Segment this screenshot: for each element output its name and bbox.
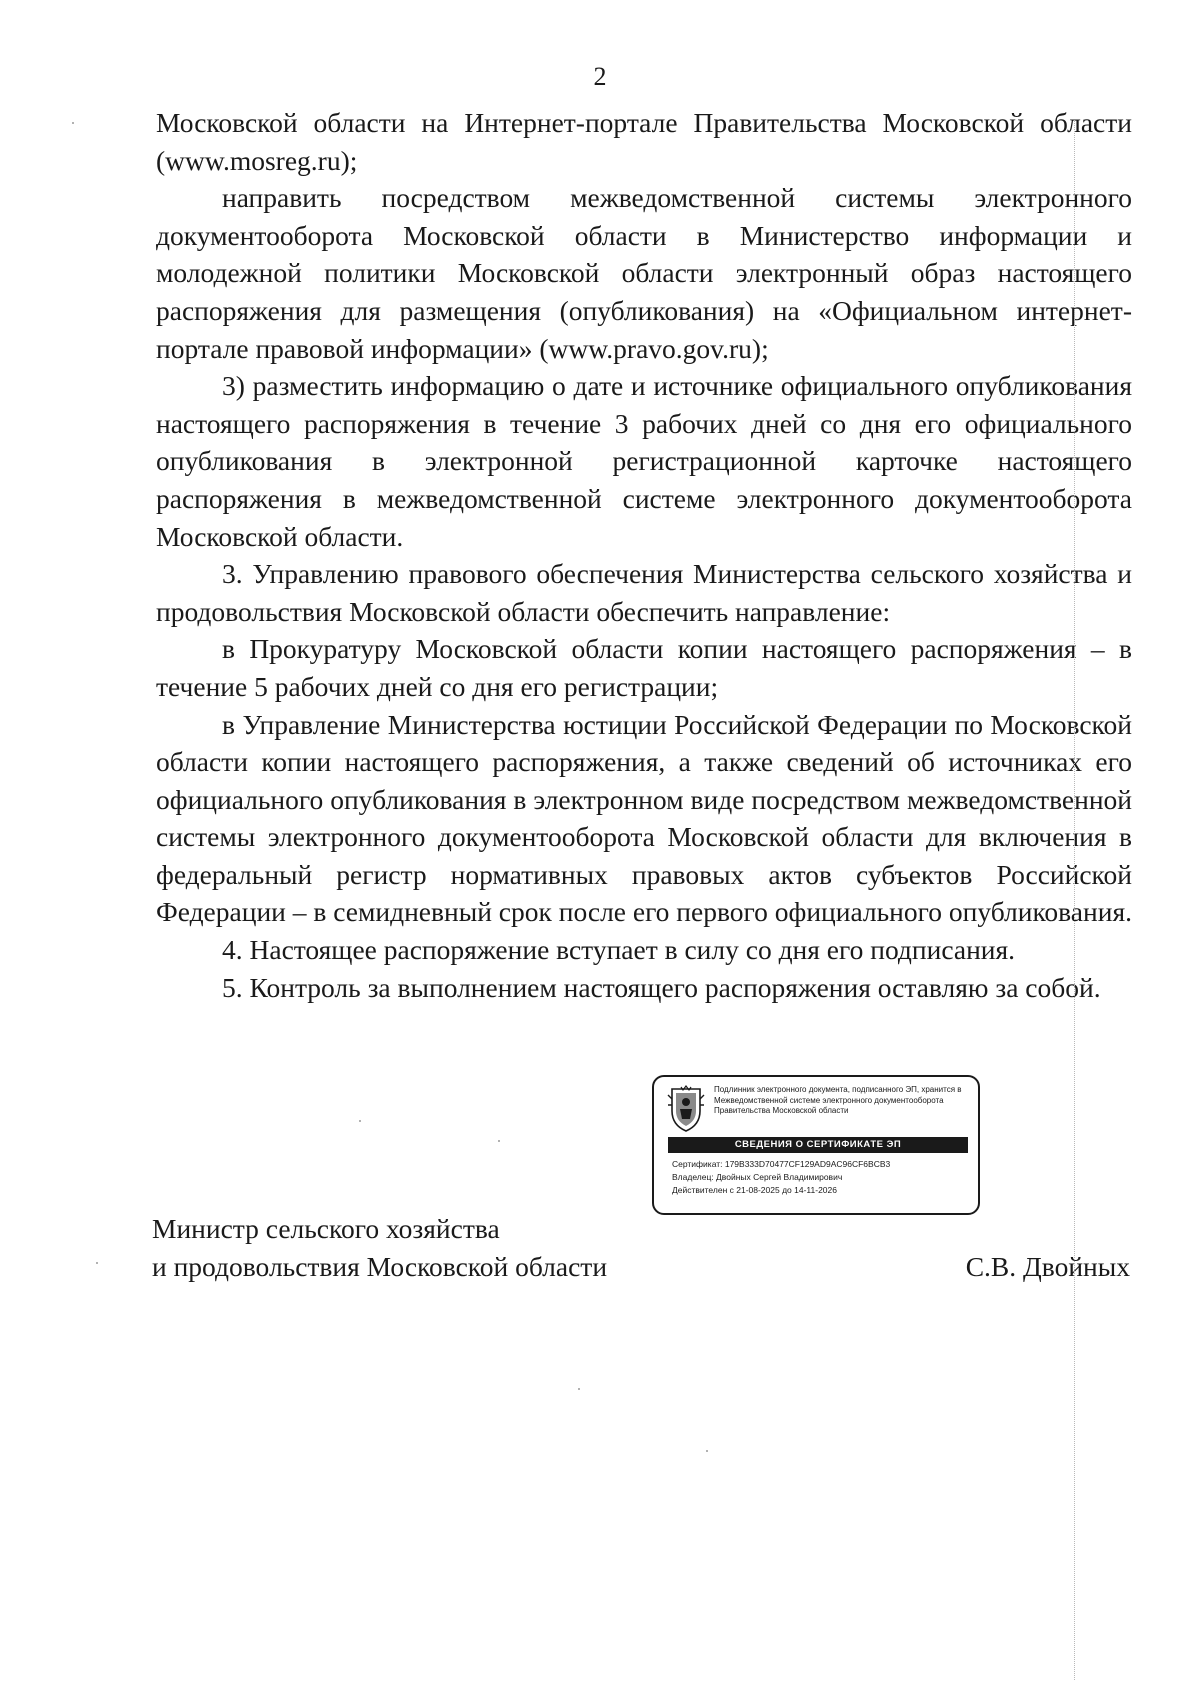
electronic-signature-stamp xyxy=(652,1075,980,1215)
certificate-validity: Действителен с 21-08-2025 до 14-11-2026 xyxy=(672,1185,837,1195)
paragraph: 3. Управлению правового обеспечения Министерства сельского хозяйства и продовольствия Московской области обеспечить направление: xyxy=(156,558,1132,627)
paragraph: 3) разместить информацию о дате и источнике официального опубликования настоящего распоряжения в течение 3 рабочих дней со дня его официального опубликования в электронной регистрационной карточке настоящего распоряжения в межведомственной системе электронного документооборота Московской области. xyxy=(156,370,1132,552)
scan-artifact xyxy=(706,1450,708,1452)
paragraph: Московской области на Интернет-портале Правительства Московской области (www.mosreg.ru); xyxy=(156,107,1132,176)
signatory-name: С.В. Двойных xyxy=(965,1250,1130,1282)
stamp-header: СВЕДЕНИЯ О СЕРТИФИКАТЕ ЭП xyxy=(668,1137,968,1153)
stamp-details xyxy=(672,1158,972,1197)
stamp-note: Подлинник электронного документа, подписанного ЭП, хранится в Межведомственной системе электронного документооборота Правительства Московской области xyxy=(714,1085,962,1115)
scan-artifact xyxy=(1074,120,1076,1680)
scan-artifact xyxy=(96,1262,98,1264)
document-body xyxy=(156,104,1132,1006)
paragraph: 5. Контроль за выполнением настоящего распоряжения оставляю за собой. xyxy=(222,971,1101,1003)
scan-artifact xyxy=(359,1120,361,1122)
paragraph: направить посредством межведомственной системы электронного документооборота Московской области в Министерство информации и молодежной политики Московской области электронный образ настоящего распоряжения для размещения (опубликования) на «Официальном интернет-портале правовой информации» (www.pravo.gov.ru); xyxy=(156,182,1132,364)
scan-artifact xyxy=(578,1388,580,1390)
signatory-title xyxy=(152,1210,712,1285)
scan-artifact xyxy=(72,122,74,124)
page-number: 2 xyxy=(593,62,607,91)
coat-of-arms-icon xyxy=(666,1085,706,1133)
signatory-title-line: Министр сельского хозяйства xyxy=(152,1213,500,1244)
scan-artifact xyxy=(498,1140,500,1142)
paragraph: 4. Настоящее распоряжение вступает в силу со дня его подписания. xyxy=(222,934,1016,966)
paragraph: в Прокуратуру Московской области копии настоящего распоряжения – в течение 5 рабочих дней со дня его регистрации; xyxy=(156,633,1132,702)
paragraph: в Управление Министерства юстиции Российской Федерации по Московской области копии настоящего распоряжения, а также сведений об источниках его официального опубликования в электронном виде посредством межведомственной системы электронного документооборота Московской области для включения в федеральный регистр нормативных правовых актов субъектов Российской Федерации – в семидневный срок после его первого официального опубликования. xyxy=(156,708,1132,928)
certificate-number: Сертификат: 179B333D70477CF129AD9AC96CF6BCB3 xyxy=(672,1159,891,1169)
signatory-title-line: и продовольствия Московской области xyxy=(152,1250,608,1282)
certificate-owner: Владелец: Двойных Сергей Владимирович xyxy=(672,1172,843,1182)
